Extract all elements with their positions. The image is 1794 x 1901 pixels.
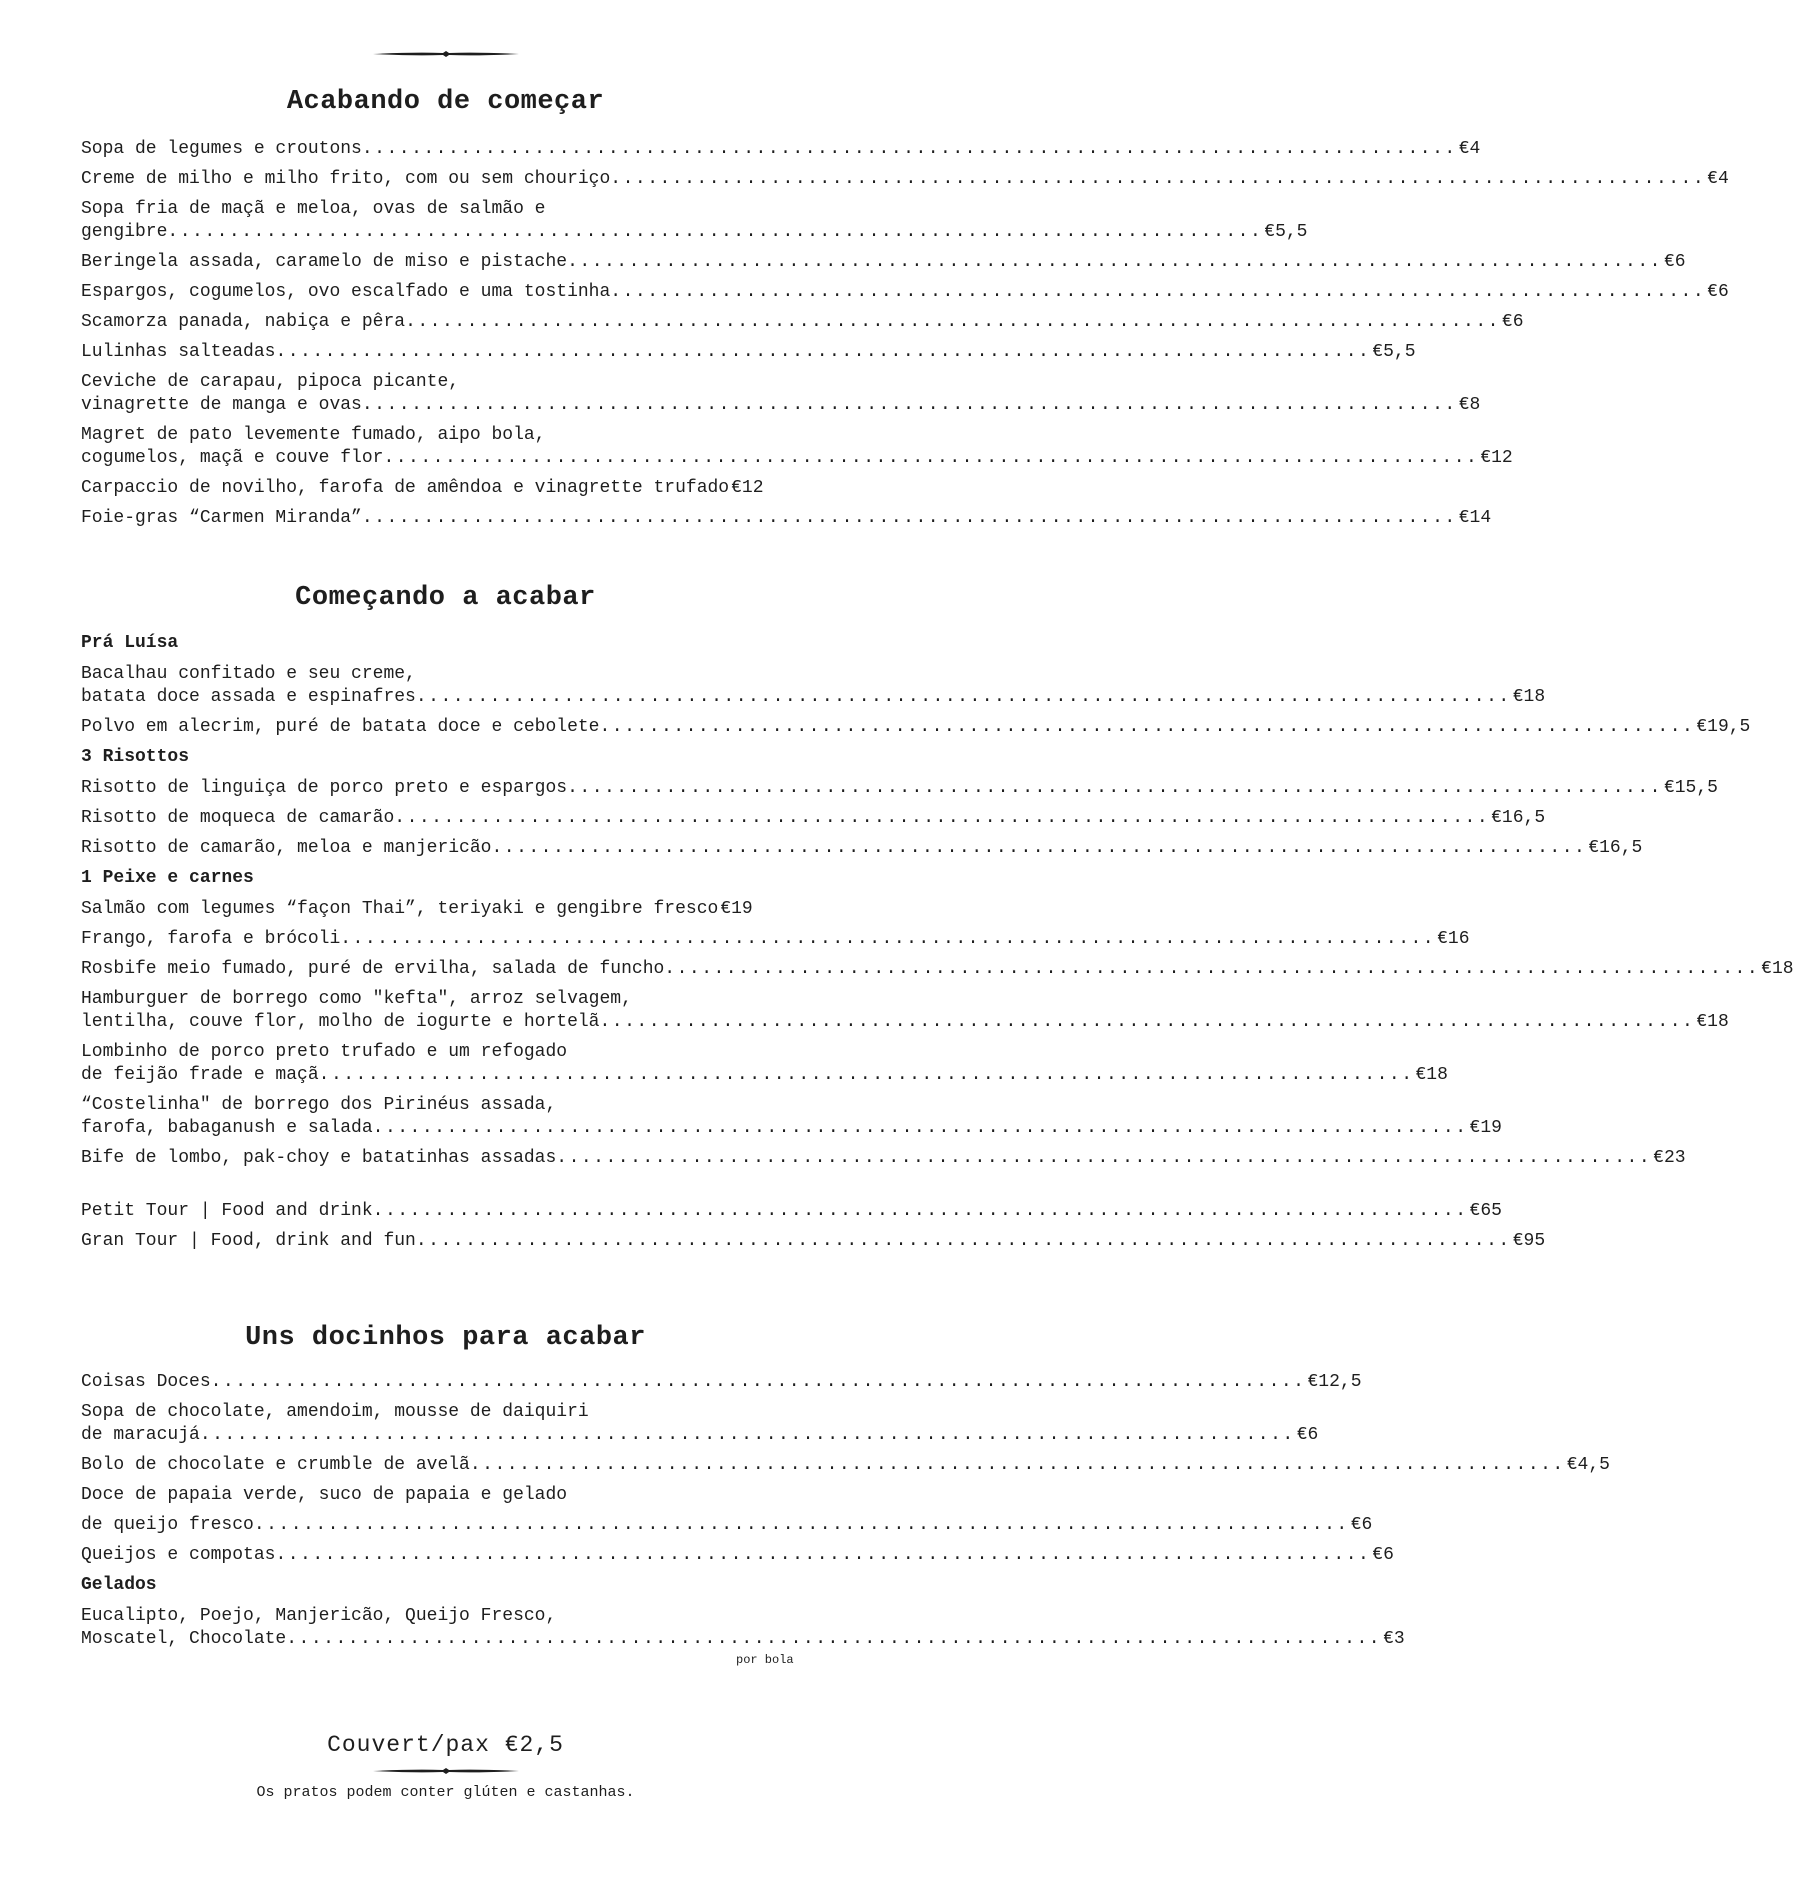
menu-item: “Costelinha" de borrego dos Pirinéus assada, farofa, babaganush e salada ......................................................................................... €19 [81,1095,1502,1138]
menu-item: Sopa de chocolate, amendoim, mousse de daiquiri de maracujá ......................................................................................... €6 [81,1402,1319,1445]
tour-item: Gran Tour | Food, drink and fun ......................................................................................... €95 [81,1231,1546,1251]
menu-item: Rosbife meio fumado, puré de ervilha, salada de funcho ......................................................................................... €18 [81,959,1794,979]
menu-item: Carpaccio de novilho, farofa de amêndoa e vinagrette trufado €12 [81,478,764,498]
group-heading: 3 Risottos [81,747,190,767]
menu-item: Beringela assada, caramelo de miso e pistache ......................................................................................... €6 [81,252,1686,272]
group-heading: 1 Peixe e carnes [81,868,254,888]
menu-item: Doce de papaia verde, suco de papaia e gelado de queijo fresco ......................................................................................... €6 [81,1485,1373,1535]
menu-item: Frango, farofa e brócoli ......................................................................................... €16 [81,929,1470,949]
allergen-footnote: Os pratos podem conter glúten e castanhas. [256,1784,635,1801]
menu-item: Sopa de legumes e croutons ......................................................................................... €4 [81,139,1481,159]
menu-item: Hamburguer de borrego como "kefta", arroz selvagem, lentilha, couve flor, molho de iogurte e hortelã ......................................................................................... €18 [81,989,1729,1032]
menu-item: Bife de lombo, pak-choy e batatinhas assadas ......................................................................................... €23 [81,1148,1686,1168]
group-heading: Prá Luísa [81,633,179,653]
menu-item: Bacalhau confitado e seu creme, batata doce assada e espinafres ......................................................................................... €18 [81,664,1546,707]
menu-item: Bolo de chocolate e crumble de avelã ......................................................................................... €4,5 [81,1455,1610,1475]
menu-item: Risotto de linguiça de porco preto e espargos ......................................................................................... €15,5 [81,778,1718,798]
menu-item: Salmão com legumes “façon Thai”, teriyaki e gengibre fresco €19 [81,899,753,919]
section-title-desserts: Uns docinhos para acabar [245,1323,646,1353]
section-title-starters: Acabando de começar [286,87,605,117]
menu-item: Scamorza panada, nabiça e pêra ......................................................................................... €6 [81,312,1524,332]
menu-item: Polvo em alecrim, puré de batata doce e cebolete ......................................................................................... €19,5 [81,717,1751,737]
group-heading: Gelados [81,1575,157,1595]
menu-item: Magret de pato levemente fumado, aipo bola, cogumelos, maçã e couve flor ......................................................................................... €12 [81,425,1513,468]
menu-item-gelados: Eucalipto, Poejo, Manjericão, Queijo Fresco, Moscatel, Chocolate ......................................................................................... €3 por bola [81,1606,1405,1667]
section-title-mains: Começando a acabar [295,583,596,613]
menu-item: Lulinhas salteadas ......................................................................................... €5,5 [81,342,1416,362]
couvert-price: Couvert/pax €2,5 [327,1732,564,1758]
desserts-list [81,1371,1610,1667]
menu-item: Creme de milho e milho frito, com ou sem chouriço ......................................................................................... €4 [81,169,1729,189]
top-flourish-icon [373,49,519,59]
tour-item: Petit Tour | Food and drink ......................................................................................... €65 [81,1201,1502,1221]
menu-item: Ceviche de carapau, pipoca picante, vinagrette de manga e ovas ......................................................................................... €8 [81,372,1481,415]
bottom-flourish-icon [373,1766,519,1776]
menu-item: Espargos, cogumelos, ovo escalfado e uma tostinha ......................................................................................... €6 [81,282,1729,302]
starters-list [81,138,1729,537]
mains-list [81,630,1794,1260]
menu-item: Queijos e compotas ......................................................................................... €6 [81,1545,1394,1565]
menu-item: Lombinho de porco preto trufado e um refogado de feijão frade e maçã ......................................................................................... €18 [81,1042,1448,1085]
per-scoop-note: por bola [736,1653,794,1667]
menu-item: Risotto de moqueca de camarão ......................................................................................... €16,5 [81,808,1546,828]
menu-item: Foie-gras “Carmen Miranda” ......................................................................................... €14 [81,508,1492,528]
menu-item: Sopa fria de maçã e meloa, ovas de salmão e gengibre ......................................................................................... €5,5 [81,199,1308,242]
menu-item: Coisas Doces ......................................................................................... €12,5 [81,1372,1362,1392]
menu-item: Risotto de camarão, meloa e manjericão ......................................................................................... €16,5 [81,838,1643,858]
